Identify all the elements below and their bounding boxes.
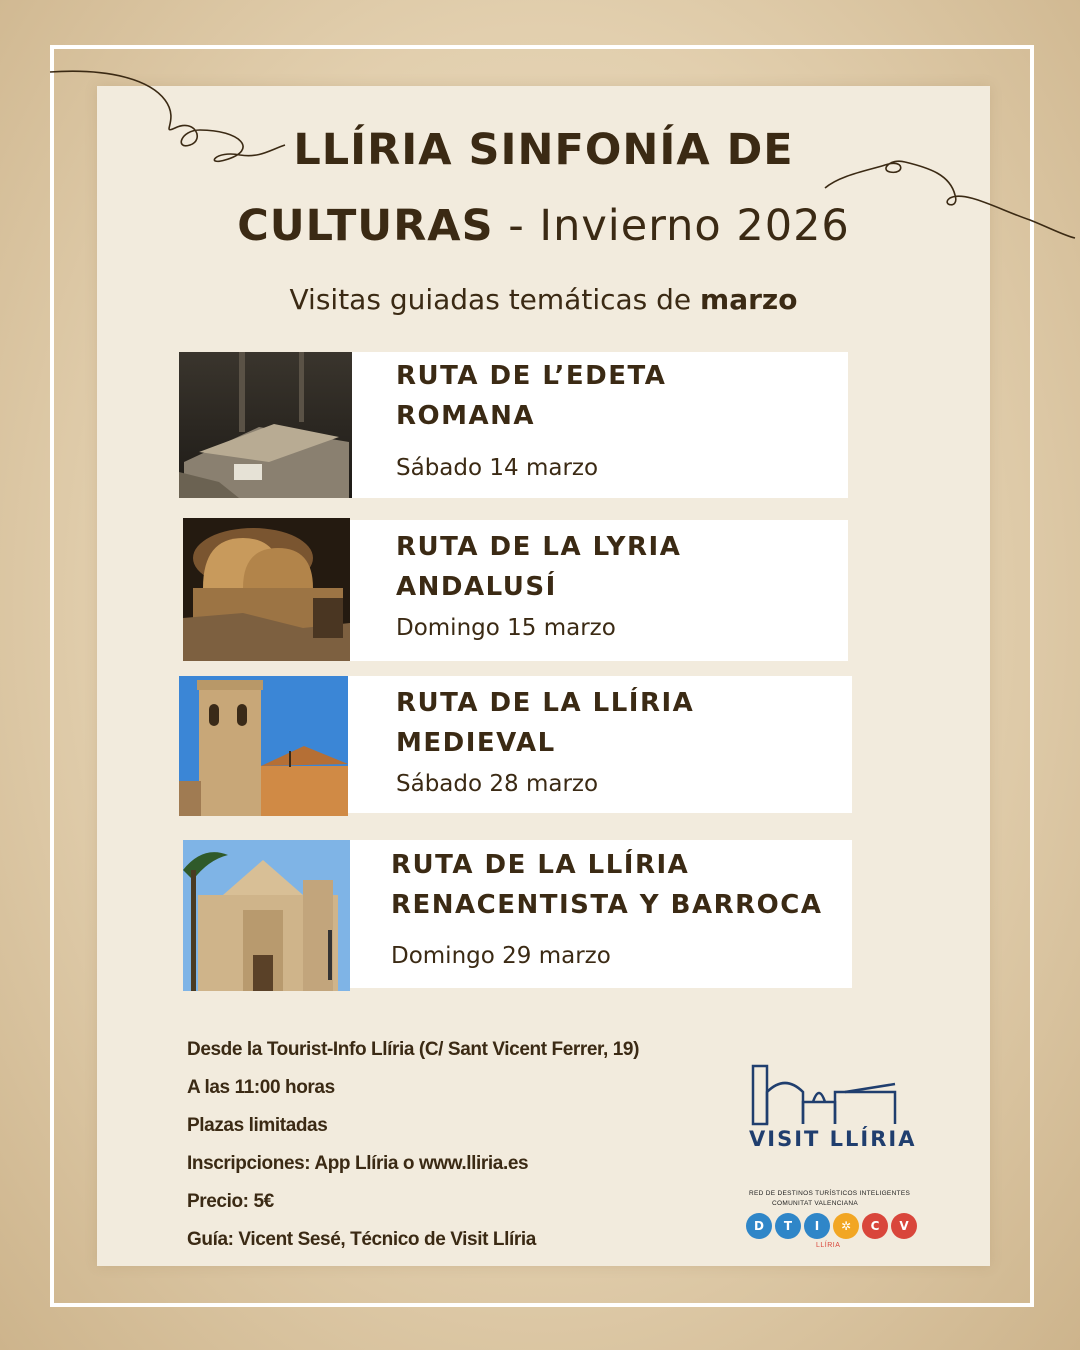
palm-icon: ✲ [833, 1213, 859, 1239]
route-title-line1: RUTA DE LA LYRIA [396, 532, 682, 562]
visit-lliria-skyline-logo [745, 1062, 905, 1130]
title-season: - Invierno 2026 [493, 201, 850, 251]
route-title-line2: ROMANA [396, 401, 535, 431]
route-title-line1: RUTA DE LA LLÍRIA [391, 850, 690, 880]
dti-letter-d: D [746, 1213, 772, 1239]
info-price: Precio: 5€ [187, 1191, 274, 1212]
subtitle-text: Visitas guiadas temáticas de [289, 283, 701, 316]
route-title-romana [396, 356, 666, 436]
route-date-medieval: Sábado 28 marzo [396, 771, 599, 797]
route-title-line2: MEDIEVAL [396, 728, 556, 758]
title-line-1: LLÍRIA SINFONÍA DE [293, 125, 794, 175]
andalusi-ruins-photo [183, 518, 350, 661]
info-registration: Inscripciones: App Llíria o www.lliria.es [187, 1153, 529, 1174]
dti-network-text: RED DE DESTINOS TURÍSTICOS INTELIGENTES [749, 1190, 911, 1197]
medieval-tower-photo [179, 676, 348, 816]
info-location: Desde la Tourist-Info Llíria (C/ Sant Vicent Ferrer, 19) [187, 1039, 640, 1060]
dti-city-label: LLÍRIA [816, 1242, 841, 1249]
route-title-line1: RUTA DE LA LLÍRIA [396, 688, 695, 718]
route-title-medieval [396, 683, 694, 763]
dti-letter-i: I [804, 1213, 830, 1239]
route-date-romana: Sábado 14 marzo [396, 455, 599, 481]
route-title-line2: RENACENTISTA Y BARROCA [391, 890, 823, 920]
dti-letter-t: T [775, 1213, 801, 1239]
title-bold-part: CULTURAS [237, 201, 494, 251]
visit-lliria-logo-text: VISIT LLÍRIA [749, 1127, 917, 1151]
route-date-andalusi: Domingo 15 marzo [396, 615, 616, 641]
title-line-2 [97, 188, 990, 264]
route-date-barroca: Domingo 29 marzo [391, 943, 611, 969]
subtitle [97, 283, 990, 316]
route-title-andalusi [396, 527, 681, 607]
event-info [187, 1037, 639, 1265]
dti-region-text: COMUNITAT VALENCIANA [772, 1200, 859, 1207]
dti-logo [746, 1213, 917, 1241]
baroque-church-photo [183, 840, 350, 991]
dti-letter-v: V [891, 1213, 917, 1239]
info-places: Plazas limitadas [187, 1115, 328, 1136]
route-title-line1: RUTA DE L’EDETA [396, 361, 667, 391]
dti-letter-c: C [862, 1213, 888, 1239]
route-title-line2: ANDALUSÍ [396, 572, 557, 602]
subtitle-month: marzo [700, 283, 798, 316]
info-time: A las 11:00 horas [187, 1077, 335, 1098]
page-title [97, 112, 990, 264]
info-guide: Guía: Vicent Sesé, Técnico de Visit Llíria [187, 1229, 536, 1250]
roman-ruins-photo [179, 352, 352, 498]
route-title-barroca [391, 845, 822, 925]
